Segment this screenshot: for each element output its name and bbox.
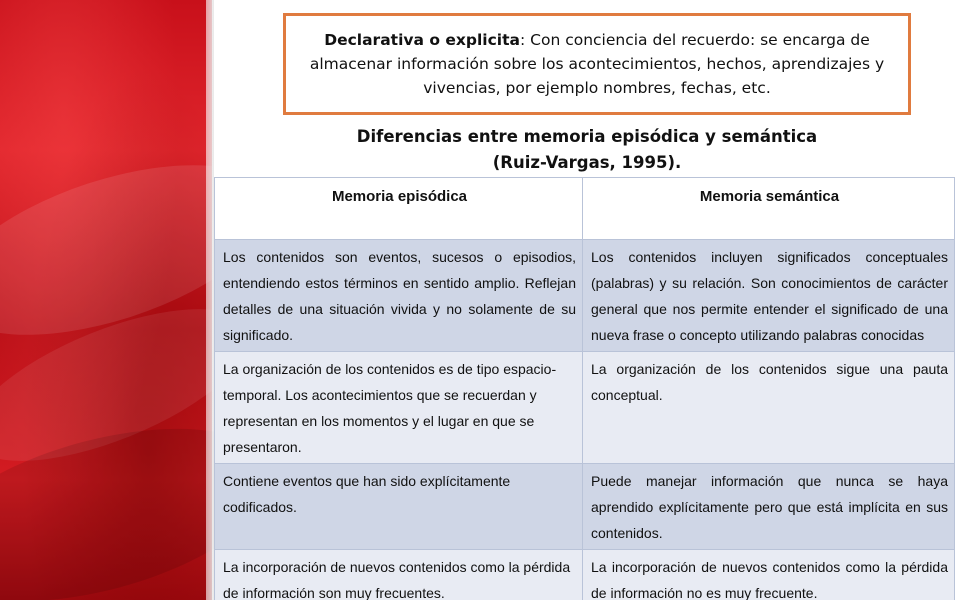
table-row [215,550,955,600]
table-row [215,464,955,550]
table-header-row [215,178,955,240]
cell-semantica: La incorporación de nuevos contenidos como la pérdida de información no es muy frecuente. [583,550,955,600]
table-row [215,240,955,352]
definition-text: : Con conciencia del recuerdo: se encarga de almacenar información sobre los acontecimientos, hechos, aprendizajes y vivencias, por ejemplo nombres, fechas, etc. [309,31,885,97]
red-decorative-band [0,0,212,600]
comparison-table [214,177,955,600]
header-semantica: Memoria semántica [583,178,955,240]
table-title [214,124,960,176]
definition-term: Declarativa o explicita [324,31,520,49]
cell-semantica: Puede manejar información que nunca se haya aprendido explícitamente pero que está implícita en sus contenidos. [583,464,955,550]
comparison-table-wrapper [214,177,954,600]
cell-episodica: Los contenidos son eventos, sucesos o episodios, entendiendo estos términos en sentido amplio. Reflejan detalles de una situación vivida y no solamente de su significado. [215,240,583,352]
cell-episodica: La organización de los contenidos es de tipo espacio-temporal. Los acontecimientos que se recuerdan y representan en los momentos y el lugar en que se presentaron. [215,352,583,464]
band-edge-divider [206,0,214,600]
cell-episodica: La incorporación de nuevos contenidos como la pérdida de información son muy frecuentes. [215,550,583,600]
cell-semantica: La organización de los contenidos sigue una pauta conceptual. [583,352,955,464]
cell-episodica: Contiene eventos que han sido explícitamente codificados. [215,464,583,550]
table-title-line1: Diferencias entre memoria episódica y semántica [356,127,818,146]
table-title-line2: (Ruiz-Vargas, 1995). [492,153,682,172]
table-row [215,352,955,464]
header-episodica: Memoria episódica [215,178,583,240]
cell-semantica: Los contenidos incluyen significados conceptuales (palabras) y su relación. Son conocimientos de carácter general que nos permite entender el significado de una nueva frase o concepto utilizando palabras conocidas [583,240,955,352]
definition-box [283,13,911,115]
